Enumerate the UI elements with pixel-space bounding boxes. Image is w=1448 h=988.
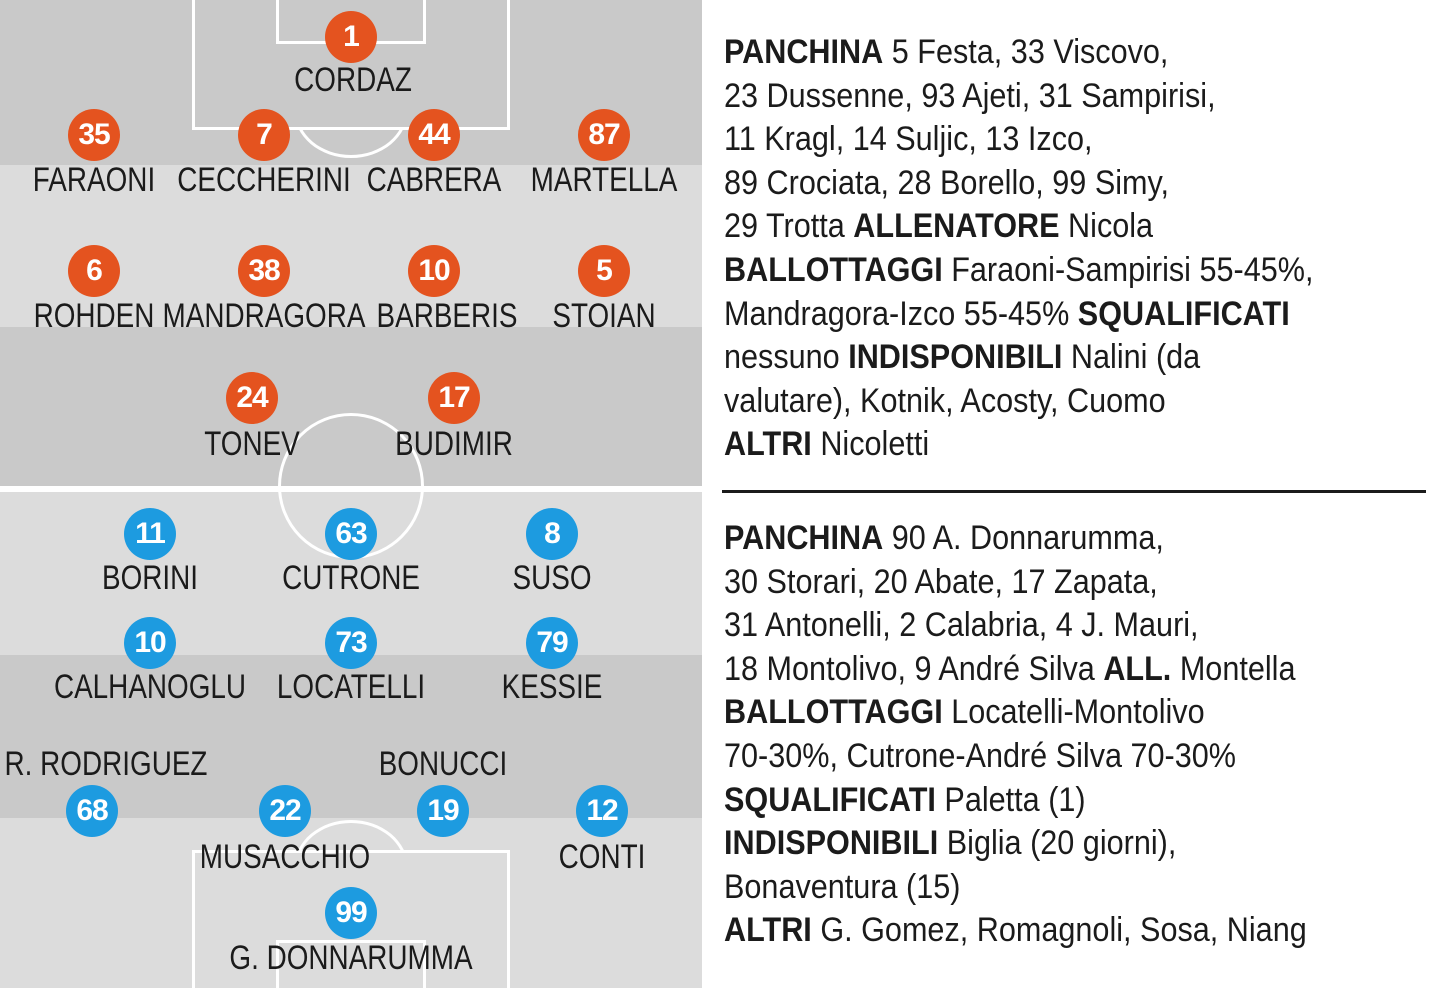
label-ballottaggi: BALLOTTAGGI — [724, 250, 943, 289]
player-number: 6 — [68, 245, 120, 297]
player-name: BARBERIS — [376, 297, 518, 335]
value-panchina: 5 Festa, 33 Viscovo, 23 Dussenne, 93 Ajeti, 31 Sampirisi, 11 Kragl, 14 Suljic, 13 Izco, 89 Crociata, 28 Borello, 99 Simy, 29 Trotta — [724, 33, 1216, 246]
player-number: 5 — [578, 245, 630, 297]
away-notes — [724, 517, 1424, 953]
value-indisponibili: Nalini (da valutare), Kotnik, Acosty, Cuomo — [724, 338, 1201, 420]
player-number: 63 — [325, 508, 377, 560]
player-number: 35 — [68, 109, 120, 161]
label-indisponibili: INDISPONIBILI — [724, 824, 939, 863]
player-name: CONTI — [558, 838, 646, 876]
player-number: 10 — [124, 617, 176, 669]
player-number: 24 — [226, 372, 278, 424]
player-number: 11 — [124, 508, 176, 560]
divider — [722, 490, 1426, 493]
label-indisponibili: INDISPONIBILI — [848, 338, 1063, 377]
pitch — [0, 0, 702, 988]
player-name: CORDAZ — [294, 61, 412, 99]
player-number: 79 — [526, 617, 578, 669]
player-number: 73 — [325, 617, 377, 669]
player-name: MARTELLA — [530, 161, 678, 199]
player-name: LOCATELLI — [276, 668, 426, 706]
player-number: 8 — [526, 508, 578, 560]
player-number: 1 — [325, 11, 377, 63]
player-number: 68 — [66, 785, 118, 837]
player-name: CALHANOGLU — [53, 668, 247, 706]
value-ballottaggi: Faraoni-Sampirisi 55-45%, Mandragora-Izco 55-45% — [724, 250, 1314, 333]
player-number: 10 — [408, 245, 460, 297]
label-altri: ALTRI — [724, 425, 812, 464]
player-name: BORINI — [101, 559, 199, 597]
value-allenatore: Nicola — [1059, 207, 1154, 246]
value-allenatore: Montella — [1171, 649, 1296, 688]
player-name: SUSO — [512, 559, 592, 597]
player-number: 22 — [259, 785, 311, 837]
player-number: 12 — [576, 785, 628, 837]
player-name: CECCHERINI — [177, 161, 351, 199]
player-name: MANDRAGORA — [162, 297, 366, 335]
value-squalificati: Paletta (1) — [935, 780, 1086, 819]
player-name: TONEV — [204, 425, 300, 463]
value-indisponibili: Biglia (20 giorni), Bonaventura (15) — [724, 824, 1177, 906]
player-name: CUTRONE — [282, 559, 420, 597]
value-ballottaggi: Locatelli-Montolivo 70-30%, Cutrone-André Silva 70-30% — [724, 693, 1236, 775]
label-squalificati: SQUALIFICATI — [1077, 294, 1290, 333]
value-altri: Nicoletti — [811, 425, 930, 464]
value-squalificati: nessuno — [724, 338, 840, 377]
home-notes — [724, 31, 1424, 467]
player-name: R. RODRIGUEZ — [4, 745, 208, 783]
player-number: 87 — [578, 109, 630, 161]
player-number: 38 — [238, 245, 290, 297]
player-name: KESSIE — [501, 668, 603, 706]
player-name: CABRERA — [366, 161, 502, 199]
player-name: ROHDEN — [33, 297, 155, 335]
label-squalificati: SQUALIFICATI — [724, 780, 936, 819]
player-name: FARAONI — [32, 161, 156, 199]
label-altri: ALTRI — [724, 911, 812, 950]
label-panchina: PANCHINA — [724, 519, 884, 557]
player-number: 44 — [408, 109, 460, 161]
player-number: 17 — [428, 372, 480, 424]
player-number: 19 — [417, 785, 469, 837]
label-allenatore: ALLENATORE — [853, 207, 1060, 246]
label-panchina: PANCHINA — [724, 33, 884, 71]
label-ballottaggi: BALLOTTAGGI — [724, 693, 943, 732]
player-name: MUSACCHIO — [199, 838, 371, 876]
home-notes-text — [724, 31, 1423, 467]
away-notes-text — [724, 517, 1423, 953]
player-number: 7 — [238, 109, 290, 161]
player-name: STOIAN — [552, 297, 656, 335]
player-number: 99 — [325, 887, 377, 939]
player-name: G. DONNARUMMA — [229, 939, 473, 977]
player-name: BONUCCI — [378, 745, 508, 783]
value-altri: G. Gomez, Romagnoli, Sosa, Niang — [811, 911, 1307, 950]
value-panchina: 90 A. Donnarumma, 30 Storari, 20 Abate, 17 Zapata, 31 Antonelli, 2 Calabria, 4 J. Mauri, 18 Montolivo, 9 André Silva — [724, 519, 1199, 688]
label-allenatore: ALL. — [1103, 649, 1172, 688]
player-name: BUDIMIR — [395, 425, 513, 463]
